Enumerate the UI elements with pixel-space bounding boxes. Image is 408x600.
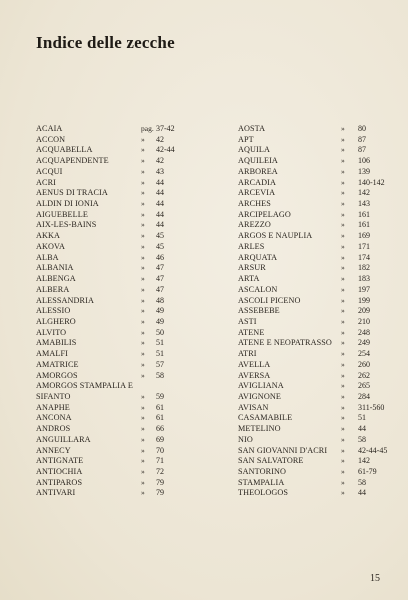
ditto-mark: » — [341, 199, 345, 209]
mint-name: ARCADIA — [238, 177, 276, 187]
index-entry — [238, 328, 383, 339]
ditto-mark: » — [141, 295, 145, 305]
mint-name: ALVITO — [36, 327, 67, 337]
index-entry — [36, 274, 211, 285]
page-reference: 45 — [156, 231, 164, 241]
mint-name: CASAMABILE — [238, 413, 293, 423]
index-entry — [238, 124, 383, 135]
index-entry — [238, 296, 383, 307]
ditto-mark: » — [341, 274, 345, 284]
page-reference: 49 — [156, 306, 164, 316]
ditto-mark: » — [341, 241, 345, 251]
mint-name: ALBERA — [36, 284, 70, 294]
mint-name: ARCIPELAGO — [238, 209, 291, 219]
page-reference: 70 — [156, 445, 164, 455]
ditto-mark: » — [141, 316, 145, 326]
ditto-mark: » — [341, 156, 345, 166]
page-reference: 79 — [156, 477, 164, 487]
index-entry — [238, 167, 383, 178]
page-reference: 44 — [156, 199, 164, 209]
ditto-mark: » — [341, 188, 345, 198]
ditto-mark: » — [141, 231, 145, 241]
ditto-mark: » — [141, 263, 145, 273]
page-reference: 44 — [358, 488, 366, 498]
mint-name: ANNECY — [36, 445, 71, 455]
mint-name: ANAPHE — [36, 402, 70, 412]
page-reference: 197 — [358, 284, 370, 294]
index-entry — [238, 285, 383, 296]
mint-name: THEOLOGOS — [238, 488, 289, 498]
mint-name: SAN GIOVANNI D'ACRI — [238, 445, 328, 455]
page-reference: 87 — [358, 145, 366, 155]
mint-name: AMATRICE — [36, 359, 79, 369]
page-reference: 199 — [358, 295, 370, 305]
page-reference: 58 — [358, 434, 366, 444]
page-reference: 47 — [156, 284, 164, 294]
ditto-mark: pag. — [141, 124, 154, 133]
ditto-mark: » — [141, 306, 145, 316]
mint-name: AVIGNONE — [238, 391, 281, 401]
page-reference: 42-44 — [156, 145, 175, 155]
ditto-mark: » — [341, 209, 345, 219]
mint-name: SANTORINO — [238, 467, 287, 476]
index-entry — [238, 467, 383, 478]
ditto-mark: » — [141, 370, 145, 380]
mint-name: ASCALON — [238, 284, 278, 294]
page-reference: 79 — [156, 488, 164, 498]
index-entry — [36, 446, 211, 457]
ditto-mark: » — [141, 145, 145, 155]
index-entry — [238, 478, 383, 489]
page-reference: 249 — [358, 338, 370, 348]
ditto-mark: » — [141, 338, 145, 348]
ditto-mark: » — [341, 445, 345, 455]
index-entry — [238, 424, 383, 435]
page-reference: 48 — [156, 295, 164, 305]
index-entry — [36, 135, 211, 146]
index-entry — [238, 392, 383, 403]
mint-name: AKKA — [36, 231, 61, 241]
ditto-mark: » — [141, 477, 145, 487]
mint-name: ACRI — [36, 177, 56, 187]
ditto-mark: » — [141, 241, 145, 251]
ditto-mark: » — [341, 220, 345, 230]
page-reference: 174 — [358, 252, 370, 262]
ditto-mark: » — [141, 402, 145, 412]
index-entry — [36, 456, 211, 467]
page-reference: 51 — [156, 338, 164, 348]
mint-name: AOSTA — [238, 124, 266, 133]
page-reference: 142 — [358, 456, 370, 466]
index-entry — [238, 188, 383, 199]
mint-name: AVELLA — [238, 359, 271, 369]
ditto-mark: » — [141, 284, 145, 294]
page-reference: 248 — [358, 327, 370, 337]
mint-name: ANGUILLARA — [36, 434, 91, 444]
mint-name: AMORGOS STAMPALIA E — [36, 381, 133, 391]
ditto-mark: » — [341, 477, 345, 487]
mint-name: ALBA — [36, 252, 59, 262]
page-number: 15 — [370, 573, 380, 584]
index-entry — [36, 338, 211, 349]
index-entry — [36, 188, 211, 199]
index-entry — [238, 231, 383, 242]
mint-name: ACQUAPENDENTE — [36, 156, 109, 166]
mint-name: ARBOREA — [238, 166, 278, 176]
ditto-mark: » — [141, 445, 145, 455]
page-reference: 44 — [156, 177, 164, 187]
page-reference: 311-560 — [358, 402, 385, 412]
page-reference: 42 — [156, 156, 164, 166]
ditto-mark: » — [341, 349, 345, 359]
ditto-mark: » — [341, 381, 345, 391]
index-entry — [238, 274, 383, 285]
mint-name: AMORGOS — [36, 370, 78, 380]
ditto-mark: » — [341, 434, 345, 444]
index-entry — [238, 135, 383, 146]
ditto-mark: » — [341, 263, 345, 273]
index-entry — [36, 413, 211, 424]
page-reference: 58 — [358, 477, 366, 487]
ditto-mark: » — [141, 359, 145, 369]
mint-name: AMABILIS — [36, 338, 77, 348]
index-entry — [238, 456, 383, 467]
page-reference: 140-142 — [358, 177, 385, 187]
ditto-mark: » — [141, 209, 145, 219]
ditto-mark: » — [341, 284, 345, 294]
page-reference: 42-44-45 — [358, 445, 388, 455]
ditto-mark: » — [341, 413, 345, 423]
mint-name: SAN SALVATORE — [238, 456, 304, 466]
mint-name: AMALFI — [36, 349, 68, 359]
index-entry — [36, 178, 211, 189]
ditto-mark: » — [341, 488, 345, 498]
mint-name: AQUILA — [238, 145, 270, 155]
mint-name: SIFANTO — [36, 391, 71, 401]
ditto-mark: » — [341, 166, 345, 176]
page-reference: 50 — [156, 327, 164, 337]
ditto-mark: » — [141, 220, 145, 230]
ditto-mark: » — [141, 327, 145, 337]
index-entry — [238, 199, 383, 210]
index-entry — [36, 210, 211, 221]
mint-name: STAMPALIA — [238, 477, 285, 487]
mint-name: ATENE — [238, 327, 265, 337]
page-reference: 61-79 — [358, 467, 377, 476]
ditto-mark: » — [141, 456, 145, 466]
index-entry — [36, 435, 211, 446]
ditto-mark: » — [341, 177, 345, 187]
page-reference: 51 — [156, 349, 164, 359]
index-entry — [238, 338, 383, 349]
index-entry — [36, 242, 211, 253]
index-entry — [238, 178, 383, 189]
ditto-mark: » — [341, 327, 345, 337]
mint-name: METELINO — [238, 424, 281, 434]
index-entry — [36, 306, 211, 317]
mint-name: ATENE E NEOPATRASSO — [238, 338, 332, 348]
index-entry — [238, 413, 383, 424]
ditto-mark: » — [141, 252, 145, 262]
mint-name: AVIGLIANA — [238, 381, 284, 391]
page-reference: 66 — [156, 424, 164, 434]
page-reference: 44 — [156, 209, 164, 219]
index-column-right — [238, 124, 388, 499]
mint-name: AENUS DI TRACIA — [36, 188, 108, 198]
mint-name: ACQUABELLA — [36, 145, 93, 155]
page-reference: 47 — [156, 263, 164, 273]
page-reference: 47 — [156, 274, 164, 284]
index-entry — [36, 253, 211, 264]
page-reference: 161 — [358, 220, 370, 230]
index-entry — [238, 317, 383, 328]
page-reference: 139 — [358, 166, 370, 176]
index-entry — [36, 488, 211, 499]
ditto-mark: » — [141, 177, 145, 187]
index-entry — [36, 156, 211, 167]
ditto-mark: » — [341, 295, 345, 305]
index-entry — [36, 124, 211, 135]
index-entry — [36, 360, 211, 371]
mint-name: ARQUATA — [238, 252, 278, 262]
ditto-mark: » — [341, 338, 345, 348]
mint-name: ANDROS — [36, 424, 71, 434]
page-reference: 87 — [358, 134, 366, 144]
mint-name: ANTIOCHIA — [36, 467, 83, 476]
mint-name: ARCEVIA — [238, 188, 276, 198]
mint-name: ACCON — [36, 134, 66, 144]
mint-name: ANCONA — [36, 413, 72, 423]
page-reference: 182 — [358, 263, 370, 273]
ditto-mark: » — [141, 488, 145, 498]
index-column-left — [36, 124, 211, 499]
mint-name: ANTIPAROS — [36, 477, 83, 487]
ditto-mark: » — [141, 434, 145, 444]
ditto-mark: » — [341, 252, 345, 262]
mint-name: ARLES — [238, 241, 265, 251]
ditto-mark: » — [341, 145, 345, 155]
page-reference: 58 — [156, 370, 164, 380]
mint-name: NIO — [238, 434, 253, 444]
mint-name: ALESSANDRIA — [36, 295, 94, 305]
index-entry — [238, 145, 383, 156]
page-reference: 45 — [156, 241, 164, 251]
page-reference: 44 — [358, 424, 366, 434]
mint-name: ANTIGNATE — [36, 456, 84, 466]
mint-name: AVISAN — [238, 402, 269, 412]
ditto-mark: » — [141, 274, 145, 284]
ditto-mark: » — [341, 134, 345, 144]
index-entry — [238, 156, 383, 167]
page-reference: 265 — [358, 381, 370, 391]
index-entry — [36, 403, 211, 414]
mint-name: APT — [238, 134, 254, 144]
index-entry — [238, 220, 383, 231]
index-entry — [36, 424, 211, 435]
ditto-mark: » — [141, 424, 145, 434]
page-reference: 44 — [156, 220, 164, 230]
index-entry — [36, 467, 211, 478]
page-reference: 69 — [156, 434, 164, 444]
mint-name: AQUILEIA — [238, 156, 278, 166]
page-reference: 80 — [358, 124, 366, 133]
index-entry — [238, 360, 383, 371]
mint-name: ARCHES — [238, 199, 271, 209]
mint-name: ATRI — [238, 349, 257, 359]
index-entry — [238, 263, 383, 274]
ditto-mark: » — [141, 188, 145, 198]
index-entry — [36, 231, 211, 242]
mint-name: ALESSIO — [36, 306, 71, 316]
mint-name: AIX-LES-BAINS — [36, 220, 97, 230]
ditto-mark: » — [141, 467, 145, 476]
page-reference: 142 — [358, 188, 370, 198]
index-entry — [36, 199, 211, 210]
ditto-mark: » — [341, 306, 345, 316]
ditto-mark: » — [141, 199, 145, 209]
ditto-mark: » — [341, 402, 345, 412]
index-entry — [36, 392, 211, 403]
index-entry — [238, 306, 383, 317]
ditto-mark: » — [141, 349, 145, 359]
ditto-mark: » — [341, 124, 345, 133]
page-reference: 171 — [358, 241, 370, 251]
index-entry — [36, 145, 211, 156]
mint-name: AVERSA — [238, 370, 271, 380]
mint-name: ARGOS E NAUPLIA — [238, 231, 313, 241]
mint-name: ANTIVARI — [36, 488, 76, 498]
index-entry — [36, 317, 211, 328]
ditto-mark: » — [141, 413, 145, 423]
index-entry — [36, 478, 211, 489]
index-entry — [36, 328, 211, 339]
page-reference: 260 — [358, 359, 370, 369]
ditto-mark: » — [141, 391, 145, 401]
index-entry — [238, 488, 383, 499]
page-reference: 42 — [156, 134, 164, 144]
mint-name: ACAIA — [36, 124, 63, 133]
ditto-mark: » — [141, 134, 145, 144]
ditto-mark: » — [341, 456, 345, 466]
page-reference: 57 — [156, 359, 164, 369]
mint-name: ALBANIA — [36, 263, 74, 273]
ditto-mark: » — [341, 467, 345, 476]
page-reference: 71 — [156, 456, 164, 466]
page-title: Indice delle zecche — [36, 33, 175, 52]
mint-name: ALGHERO — [36, 316, 76, 326]
page-reference: 161 — [358, 209, 370, 219]
ditto-mark: » — [341, 231, 345, 241]
mint-name: ACQUI — [36, 166, 63, 176]
mint-name: ALBENGA — [36, 274, 76, 284]
index-entry — [238, 403, 383, 414]
page-reference: 49 — [156, 316, 164, 326]
page-reference: 106 — [358, 156, 370, 166]
page-reference: 209 — [358, 306, 370, 316]
ditto-mark: » — [341, 391, 345, 401]
index-entry — [238, 253, 383, 264]
index-entry — [238, 381, 383, 392]
page-reference: 51 — [358, 413, 366, 423]
page-reference: 254 — [358, 349, 370, 359]
index-entry — [36, 296, 211, 307]
index-entry — [238, 371, 383, 382]
mint-name: AIGUEBELLE — [36, 209, 88, 219]
ditto-mark: » — [341, 359, 345, 369]
ditto-mark: » — [341, 316, 345, 326]
mint-name: ARSUR — [238, 263, 266, 273]
page-reference: 59 — [156, 391, 164, 401]
index-entry — [238, 445, 388, 457]
index-entry — [36, 263, 211, 274]
index-entry — [36, 285, 211, 296]
index-entry — [36, 349, 211, 360]
page-reference: 183 — [358, 274, 370, 284]
mint-name: ALDIN DI IONIA — [36, 199, 99, 209]
page-reference: 210 — [358, 316, 370, 326]
page-reference: 37-42 — [156, 124, 175, 133]
index-entry — [238, 349, 383, 360]
index-entry — [238, 242, 383, 253]
mint-name: ASSEBEBE — [238, 306, 280, 316]
page-reference: 44 — [156, 188, 164, 198]
index-entry — [36, 220, 211, 231]
index-entry — [36, 371, 211, 382]
page-reference: 284 — [358, 391, 370, 401]
index-entry — [36, 381, 211, 392]
page-reference: 46 — [156, 252, 164, 262]
mint-name: ASCOLI PICENO — [238, 295, 301, 305]
mint-name: AREZZO — [238, 220, 271, 230]
page-reference: 169 — [358, 231, 370, 241]
index-entry — [238, 435, 383, 446]
mint-name: ARTA — [238, 274, 260, 284]
ditto-mark: » — [341, 424, 345, 434]
ditto-mark: » — [341, 370, 345, 380]
index-entry — [238, 210, 383, 221]
page-reference: 262 — [358, 370, 370, 380]
page-reference: 61 — [156, 402, 164, 412]
index-entry — [36, 167, 211, 178]
page-reference: 43 — [156, 166, 164, 176]
page-reference: 72 — [156, 467, 164, 476]
mint-name: AKOVA — [36, 241, 66, 251]
page-reference: 143 — [358, 199, 370, 209]
ditto-mark: » — [141, 166, 145, 176]
page-reference: 61 — [156, 413, 164, 423]
mint-name: ASTI — [238, 316, 257, 326]
ditto-mark: » — [141, 156, 145, 166]
